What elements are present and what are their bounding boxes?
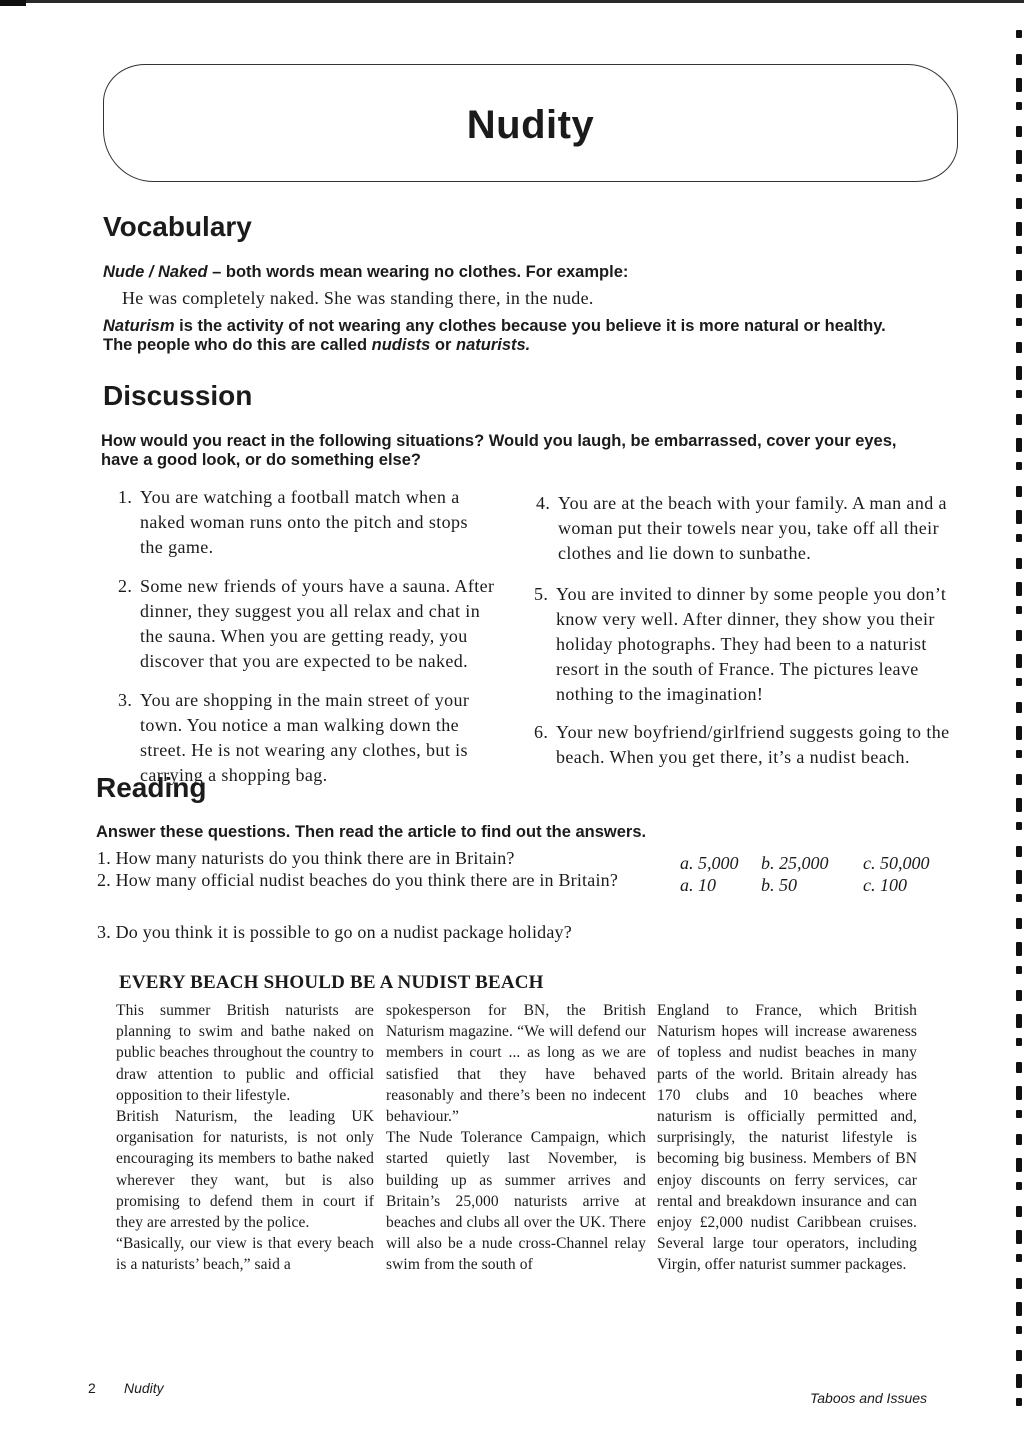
top-corner-mark <box>0 0 26 6</box>
spiral-hole <box>1016 1134 1022 1145</box>
spiral-hole <box>1016 366 1022 380</box>
discussion-prompt-line-2: have a good look, or do something else? <box>101 451 421 469</box>
reading-question-3: 3. Do you think it is possible to go on a nudist package holiday? <box>97 922 572 942</box>
page-title: Nudity <box>466 103 595 147</box>
situation-5: 5. You are invited to dinner by some people you don’t know very well. After dinner, they show you their holiday photographs. They had been to a naturist resort in the south of France. The pictures leave nothing to the imagination! <box>534 584 947 704</box>
question-1-option-b: b. 25,000 <box>761 853 829 873</box>
spiral-hole <box>1016 270 1022 281</box>
article-paragraph: The Nude Tolerance Campaign, which started quietly last November, is building up as summer arrives and Britain’s 25,000 naturists arrive at beaches and clubs all over the UK. There will also be a nude cross-Channel relay swim from the south of <box>386 1129 646 1274</box>
spiral-hole <box>1016 918 1022 929</box>
spiral-hole <box>1016 726 1022 740</box>
term-naturism: Naturism <box>103 317 175 335</box>
vocabulary-definition-3: The people who do this are called nudists or naturists. <box>103 336 531 354</box>
situation-1: 1. You are watching a football match when a naked woman runs onto the pitch and stops the game. <box>118 487 468 557</box>
spiral-hole <box>1016 1398 1022 1406</box>
spiral-hole <box>1016 558 1022 569</box>
discussion-prompt-line-1: How would you react in the following situations? Would you laugh, be embarrassed, cover your eyes, <box>101 432 897 450</box>
spiral-hole <box>1016 54 1022 65</box>
spiral-hole <box>1016 846 1022 857</box>
term-nudists: nudists <box>371 336 431 354</box>
situation-3: 3. You are shopping in the main street of your town. You notice a man walking down the street. He is not wearing any clothes, but is carrying a shopping bag. <box>118 690 470 785</box>
spiral-hole <box>1016 1254 1022 1262</box>
question-2-option-b: b. 50 <box>761 875 797 895</box>
spiral-hole <box>1016 534 1022 542</box>
spiral-hole <box>1016 990 1022 1001</box>
discussion-heading: Discussion <box>103 380 253 411</box>
spiral-hole <box>1016 198 1022 209</box>
spiral-hole <box>1016 630 1022 641</box>
article-paragraph: England to France, which British Naturism hopes will increase awareness of topless and nudist beaches in many parts of the world. Britain already has 170 clubs and 10 beaches where naturism is officially permitted and, surprisingly, the naturist lifestyle is becoming big business. Members of BN enjoy discounts on ferry services, car rental and breakdown insurance and can enjoy £2,000 nudist Caribbean cruises. Several large tour operators, including Virgin, offer naturist summer packages. <box>657 1002 917 1274</box>
spiral-hole <box>1016 510 1022 524</box>
spiral-hole <box>1016 150 1022 164</box>
article-paragraph: This summer British naturists are planning to swim and bathe naked on public beaches throughout the country to draw attention to public and official opposition to their lifestyle. <box>116 1002 374 1104</box>
spiral-hole <box>1016 1374 1022 1388</box>
vocabulary-heading: Vocabulary <box>103 211 252 242</box>
spiral-hole <box>1016 654 1022 668</box>
spiral-hole <box>1016 1302 1022 1316</box>
title-box <box>103 64 958 182</box>
situation-2: 2. Some new friends of yours have a sauna. After dinner, they suggest you all relax and chat in the sauna. When you are getting ready, you discover that you are expected to be naked. <box>118 576 495 671</box>
spiral-hole <box>1016 702 1022 713</box>
spiral-hole <box>1016 1158 1022 1172</box>
spiral-hole <box>1016 894 1022 902</box>
footer-page-number: 2 <box>88 1380 96 1396</box>
spiral-hole <box>1016 1062 1022 1073</box>
spiral-hole <box>1016 606 1022 614</box>
question-2-option-c: c. 100 <box>863 875 907 895</box>
spiral-hole <box>1016 870 1022 884</box>
spiral-hole <box>1016 30 1022 38</box>
spiral-hole <box>1016 750 1022 758</box>
reading-heading: Reading <box>96 772 207 803</box>
spiral-hole <box>1016 1206 1022 1217</box>
reading-question-2: 2. How many official nudist beaches do you think there are in Britain? <box>97 870 619 890</box>
footer-section-name: Nudity <box>124 1380 164 1396</box>
spiral-hole <box>1016 174 1022 182</box>
footer-book-title: Taboos and Issues <box>810 1390 928 1406</box>
spiral-hole <box>1016 318 1022 326</box>
spiral-hole <box>1016 966 1022 974</box>
spiral-hole <box>1016 222 1022 236</box>
spiral-hole <box>1016 342 1022 353</box>
spiral-hole <box>1016 438 1022 452</box>
spiral-hole <box>1016 1110 1022 1118</box>
article-paragraph: “Basically, our view is that every beach is a naturists’ beach,” said a <box>116 1235 374 1274</box>
spiral-hole <box>1016 1230 1022 1244</box>
spiral-hole <box>1016 822 1022 830</box>
spiral-hole <box>1016 1182 1022 1190</box>
spiral-hole <box>1016 774 1022 785</box>
spiral-hole <box>1016 1014 1022 1028</box>
term-naturists: naturists. <box>455 336 531 354</box>
spiral-hole <box>1016 414 1022 425</box>
spiral-hole <box>1016 798 1022 812</box>
question-1-option-c: c. 50,000 <box>863 853 930 873</box>
spiral-hole <box>1016 246 1022 254</box>
spiral-hole <box>1016 390 1022 398</box>
spiral-hole <box>1016 582 1022 596</box>
vocabulary-example: He was completely naked. She was standing there, in the nude. <box>122 288 594 308</box>
spiral-hole <box>1016 78 1022 92</box>
situation-6: 6. Your new boyfriend/girlfriend suggests going to the beach. When you get there, it’s a nudist beach. <box>534 722 950 767</box>
term-nude-naked: Nude / Naked <box>103 263 208 281</box>
top-edge-rule <box>0 0 1024 3</box>
article-column-3 <box>657 1000 917 1276</box>
spiral-binding <box>1006 30 1024 1430</box>
spiral-hole <box>1016 462 1022 470</box>
spiral-hole <box>1016 1350 1022 1361</box>
spiral-hole <box>1016 678 1022 686</box>
reading-question-1: 1. How many naturists do you think there are in Britain? <box>97 848 515 868</box>
spiral-hole <box>1016 942 1022 956</box>
spiral-hole <box>1016 486 1022 497</box>
reading-prompt: Answer these questions. Then read the article to find out the answers. <box>96 823 647 841</box>
article-title: EVERY BEACH SHOULD BE A NUDIST BEACH <box>119 972 544 993</box>
vocabulary-definition-1: Nude / Naked – both words mean wearing no clothes. For example: <box>103 263 629 281</box>
spiral-hole <box>1016 1086 1022 1100</box>
article-paragraph: spokesperson for BN, the British Naturism magazine. “We will defend our members in court ... as long as we are satisfied that they have behaved reasonably and there’s been no indecent behaviour.” <box>386 1002 646 1126</box>
spiral-hole <box>1016 1038 1022 1046</box>
spiral-hole <box>1016 102 1022 110</box>
spiral-hole <box>1016 1326 1022 1334</box>
article-paragraph: British Naturism, the leading UK organisation for naturists, is not only encouraging its members to bathe naked wherever they want, but is also promising to defend them in court if they are arrested by the police. <box>116 1108 374 1232</box>
situation-4: 4. You are at the beach with your family. A man and a woman put their towels near you, take off all their clothes and lie down to sunbathe. <box>536 493 947 563</box>
spiral-hole <box>1016 126 1022 137</box>
vocabulary-definition-2: Naturism is the activity of not wearing any clothes because you believe it is more natural or healthy. <box>103 317 886 335</box>
spiral-hole <box>1016 294 1022 308</box>
question-1-option-a: a. 5,000 <box>680 853 739 873</box>
question-2-option-a: a. 10 <box>680 875 716 895</box>
spiral-hole <box>1016 1278 1022 1289</box>
article-column-1 <box>116 1000 374 1276</box>
article-column-2 <box>386 1000 646 1276</box>
